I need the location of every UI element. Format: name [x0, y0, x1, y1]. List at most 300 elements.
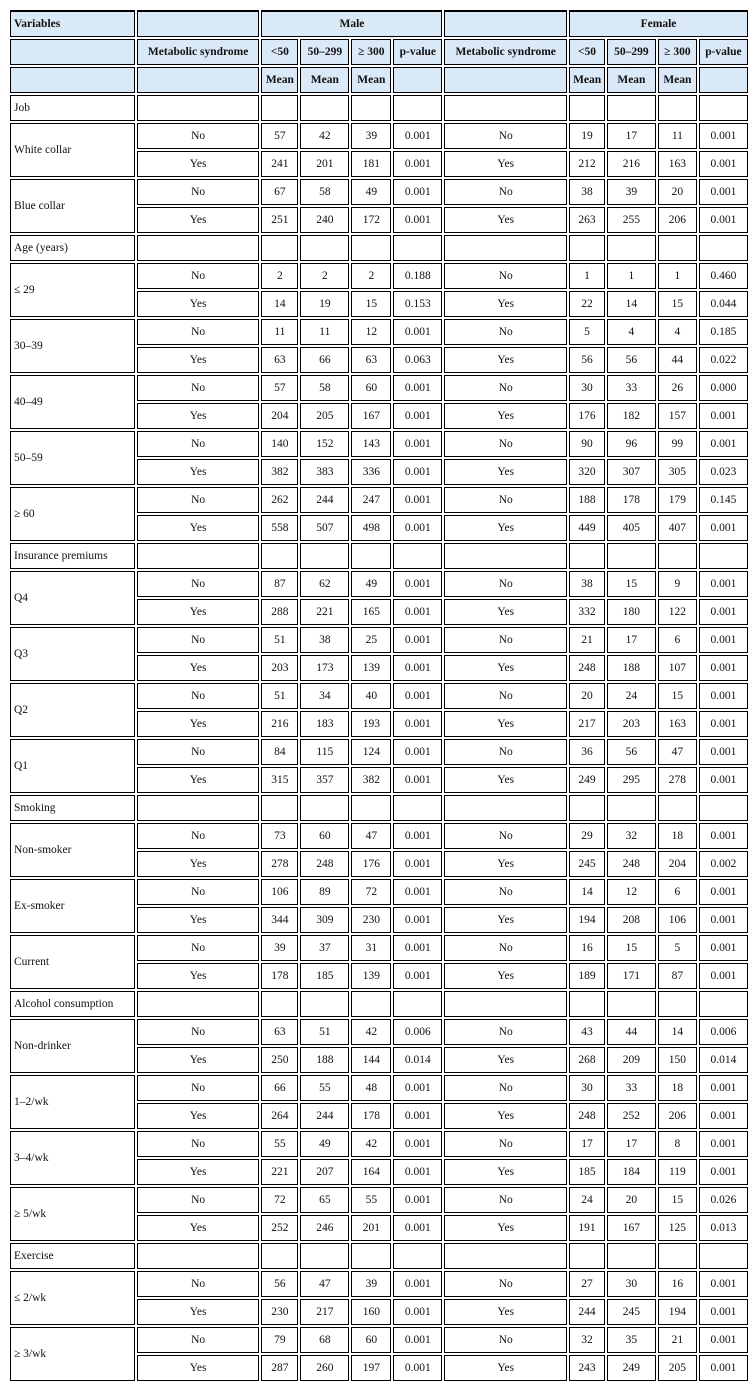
- male-pvalue-cell: 0.001: [393, 1215, 442, 1241]
- male-50-299-cell: 246: [300, 1215, 349, 1241]
- female-lt50-cell: 189: [569, 963, 605, 989]
- male-50-299-cell: 260: [300, 1355, 349, 1381]
- female-lt50-cell: 21: [569, 627, 605, 653]
- male-metabolic-cell: No: [137, 179, 260, 205]
- female-metabolic-cell: Yes: [444, 963, 567, 989]
- male-lt50-cell: 63: [261, 347, 298, 373]
- female-pvalue-cell: 0.014: [699, 1047, 748, 1073]
- female-50-299-cell: 15: [607, 571, 656, 597]
- male-lt50-cell: 79: [261, 1327, 298, 1353]
- subgroup-label: 30–39: [10, 319, 135, 373]
- female-lt50-cell: 249: [569, 767, 605, 793]
- male-50-299-cell: 248: [300, 851, 349, 877]
- female-ge300-cell: 21: [658, 1327, 697, 1353]
- male-lt50-cell: 14: [261, 291, 298, 317]
- female-pvalue-cell: 0.001: [699, 1103, 748, 1129]
- female-50-299-cell: 15: [607, 935, 656, 961]
- male-ge300-cell: 164: [351, 1159, 391, 1185]
- male-lt50-cell: 66: [261, 1075, 298, 1101]
- male-lt50-cell: 63: [261, 1019, 298, 1045]
- male-50-299-cell: 185: [300, 963, 349, 989]
- female-lt50-cell: 191: [569, 1215, 605, 1241]
- subgroup-label: Current: [10, 935, 135, 989]
- header-mean: Mean: [351, 67, 391, 93]
- female-metabolic-cell: Yes: [444, 207, 567, 233]
- female-ge300-cell: 11: [658, 123, 697, 149]
- female-metabolic-cell: Yes: [444, 655, 567, 681]
- male-metabolic-cell: Yes: [137, 1159, 260, 1185]
- female-pvalue-cell: 0.001: [699, 207, 748, 233]
- male-pvalue-cell: 0.063: [393, 347, 442, 373]
- male-pvalue-cell: 0.001: [393, 431, 442, 457]
- male-ge300-cell: 336: [351, 459, 391, 485]
- table-row: [10, 683, 748, 709]
- male-ge300-cell: 382: [351, 767, 391, 793]
- subgroup-label: Q2: [10, 683, 135, 737]
- male-lt50-cell: 106: [261, 879, 298, 905]
- male-lt50-cell: 315: [261, 767, 298, 793]
- female-lt50-cell: 248: [569, 655, 605, 681]
- female-metabolic-cell: No: [444, 1187, 567, 1213]
- male-ge300-cell: 39: [351, 1271, 391, 1297]
- male-pvalue-cell: 0.001: [393, 571, 442, 597]
- category-label: Smoking: [10, 795, 135, 821]
- female-pvalue-cell: 0.001: [699, 123, 748, 149]
- table-row: [10, 123, 748, 149]
- male-ge300-cell: 12: [351, 319, 391, 345]
- male-pvalue-cell: 0.001: [393, 907, 442, 933]
- table-row: [10, 263, 748, 289]
- male-lt50-cell: 204: [261, 403, 298, 429]
- male-pvalue-cell: 0.001: [393, 1131, 442, 1157]
- male-metabolic-cell: No: [137, 627, 260, 653]
- table-row: [10, 319, 748, 345]
- male-pvalue-cell: 0.001: [393, 459, 442, 485]
- male-metabolic-cell: Yes: [137, 1103, 260, 1129]
- male-metabolic-cell: No: [137, 1187, 260, 1213]
- male-ge300-cell: 165: [351, 599, 391, 625]
- subgroup-label: ≥ 3/wk: [10, 1327, 135, 1381]
- male-pvalue-cell: 0.001: [393, 767, 442, 793]
- male-ge300-cell: 47: [351, 823, 391, 849]
- female-pvalue-cell: 0.001: [699, 1271, 748, 1297]
- female-lt50-cell: 90: [569, 431, 605, 457]
- female-ge300-cell: 18: [658, 1075, 697, 1101]
- male-ge300-cell: 55: [351, 1187, 391, 1213]
- male-ge300-cell: 167: [351, 403, 391, 429]
- male-metabolic-cell: Yes: [137, 711, 260, 737]
- subgroup-label: Q4: [10, 571, 135, 625]
- female-50-299-cell: 171: [607, 963, 656, 989]
- header-mean: Mean: [300, 67, 349, 93]
- male-metabolic-cell: Yes: [137, 767, 260, 793]
- male-metabolic-cell: Yes: [137, 1299, 260, 1325]
- table-row: [10, 487, 748, 513]
- male-lt50-cell: 344: [261, 907, 298, 933]
- female-ge300-cell: 4: [658, 319, 697, 345]
- male-50-299-cell: 2: [300, 263, 349, 289]
- male-pvalue-cell: 0.001: [393, 1327, 442, 1353]
- male-lt50-cell: 278: [261, 851, 298, 877]
- female-metabolic-cell: Yes: [444, 1299, 567, 1325]
- male-pvalue-cell: 0.001: [393, 879, 442, 905]
- category-row: [10, 991, 748, 1017]
- female-metabolic-cell: Yes: [444, 347, 567, 373]
- female-50-299-cell: 167: [607, 1215, 656, 1241]
- male-metabolic-cell: Yes: [137, 515, 260, 541]
- female-pvalue-cell: 0.006: [699, 1019, 748, 1045]
- female-lt50-cell: 263: [569, 207, 605, 233]
- male-metabolic-cell: Yes: [137, 459, 260, 485]
- female-ge300-cell: 16: [658, 1271, 697, 1297]
- female-pvalue-cell: 0.001: [699, 1075, 748, 1101]
- male-50-299-cell: 507: [300, 515, 349, 541]
- male-50-299-cell: 244: [300, 1103, 349, 1129]
- table-row: [10, 627, 748, 653]
- female-lt50-cell: 248: [569, 1103, 605, 1129]
- female-lt50-cell: 212: [569, 151, 605, 177]
- female-ge300-cell: 99: [658, 431, 697, 457]
- female-lt50-cell: 56: [569, 347, 605, 373]
- female-ge300-cell: 122: [658, 599, 697, 625]
- female-ge300-cell: 206: [658, 207, 697, 233]
- female-lt50-cell: 332: [569, 599, 605, 625]
- female-ge300-cell: 179: [658, 487, 697, 513]
- female-lt50-cell: 244: [569, 1299, 605, 1325]
- subgroup-label: ≤ 29: [10, 263, 135, 317]
- male-lt50-cell: 288: [261, 599, 298, 625]
- male-metabolic-cell: Yes: [137, 291, 260, 317]
- category-label: Job: [10, 95, 135, 121]
- table-row: [10, 935, 748, 961]
- subgroup-label: Q1: [10, 739, 135, 793]
- female-metabolic-cell: No: [444, 879, 567, 905]
- male-ge300-cell: 60: [351, 1327, 391, 1353]
- male-ge300-cell: 49: [351, 571, 391, 597]
- female-50-299-cell: 188: [607, 655, 656, 681]
- female-50-299-cell: 180: [607, 599, 656, 625]
- male-50-299-cell: 11: [300, 319, 349, 345]
- female-50-299-cell: 96: [607, 431, 656, 457]
- male-ge300-cell: 139: [351, 655, 391, 681]
- table-row: [10, 823, 748, 849]
- male-pvalue-cell: 0.001: [393, 627, 442, 653]
- female-pvalue-cell: 0.001: [699, 879, 748, 905]
- male-lt50-cell: 56: [261, 1271, 298, 1297]
- male-pvalue-cell: 0.006: [393, 1019, 442, 1045]
- subgroup-label: ≤ 2/wk: [10, 1271, 135, 1325]
- subgroup-label: ≥ 60: [10, 487, 135, 541]
- male-pvalue-cell: 0.001: [393, 935, 442, 961]
- female-50-299-cell: 4: [607, 319, 656, 345]
- male-pvalue-cell: 0.188: [393, 263, 442, 289]
- male-pvalue-cell: 0.001: [393, 683, 442, 709]
- category-row: [10, 543, 748, 569]
- male-lt50-cell: 57: [261, 375, 298, 401]
- male-lt50-cell: 251: [261, 207, 298, 233]
- female-lt50-cell: 30: [569, 375, 605, 401]
- male-lt50-cell: 51: [261, 683, 298, 709]
- table-container: [8, 8, 750, 1383]
- male-pvalue-cell: 0.001: [393, 711, 442, 737]
- female-ge300-cell: 6: [658, 627, 697, 653]
- female-metabolic-cell: No: [444, 935, 567, 961]
- female-50-299-cell: 1: [607, 263, 656, 289]
- female-lt50-cell: 185: [569, 1159, 605, 1185]
- female-lt50-cell: 27: [569, 1271, 605, 1297]
- female-50-299-cell: 178: [607, 487, 656, 513]
- female-pvalue-cell: 0.001: [699, 1355, 748, 1381]
- female-lt50-cell: 449: [569, 515, 605, 541]
- male-lt50-cell: 221: [261, 1159, 298, 1185]
- female-ge300-cell: 125: [658, 1215, 697, 1241]
- male-50-299-cell: 58: [300, 375, 349, 401]
- male-50-299-cell: 19: [300, 291, 349, 317]
- header-mean: Mean: [261, 67, 298, 93]
- male-lt50-cell: 51: [261, 627, 298, 653]
- female-50-299-cell: 245: [607, 1299, 656, 1325]
- male-pvalue-cell: 0.001: [393, 319, 442, 345]
- header-male: Male: [261, 10, 442, 37]
- female-pvalue-cell: 0.001: [699, 1131, 748, 1157]
- category-label: Age (years): [10, 235, 135, 261]
- female-pvalue-cell: 0.001: [699, 179, 748, 205]
- female-ge300-cell: 407: [658, 515, 697, 541]
- female-lt50-cell: 32: [569, 1327, 605, 1353]
- category-label: Alcohol consumption: [10, 991, 135, 1017]
- male-ge300-cell: 197: [351, 1355, 391, 1381]
- male-lt50-cell: 216: [261, 711, 298, 737]
- male-ge300-cell: 124: [351, 739, 391, 765]
- female-lt50-cell: 30: [569, 1075, 605, 1101]
- female-ge300-cell: 206: [658, 1103, 697, 1129]
- male-50-299-cell: 89: [300, 879, 349, 905]
- subgroup-label: White collar: [10, 123, 135, 177]
- female-50-299-cell: 209: [607, 1047, 656, 1073]
- male-50-299-cell: 201: [300, 151, 349, 177]
- male-50-299-cell: 221: [300, 599, 349, 625]
- table-row: [10, 739, 748, 765]
- male-metabolic-cell: No: [137, 375, 260, 401]
- male-ge300-cell: 49: [351, 179, 391, 205]
- female-pvalue-cell: 0.044: [699, 291, 748, 317]
- male-ge300-cell: 60: [351, 375, 391, 401]
- male-50-299-cell: 309: [300, 907, 349, 933]
- male-metabolic-cell: Yes: [137, 151, 260, 177]
- female-pvalue-cell: 0.001: [699, 767, 748, 793]
- female-metabolic-cell: No: [444, 123, 567, 149]
- male-lt50-cell: 230: [261, 1299, 298, 1325]
- female-ge300-cell: 163: [658, 711, 697, 737]
- table-row: [10, 879, 748, 905]
- male-metabolic-cell: No: [137, 739, 260, 765]
- male-50-299-cell: 383: [300, 459, 349, 485]
- male-50-299-cell: 58: [300, 179, 349, 205]
- male-50-299-cell: 244: [300, 487, 349, 513]
- table-row: [10, 571, 748, 597]
- male-ge300-cell: 230: [351, 907, 391, 933]
- female-metabolic-cell: No: [444, 375, 567, 401]
- table-row: [10, 1131, 748, 1157]
- female-lt50-cell: 194: [569, 907, 605, 933]
- female-lt50-cell: 320: [569, 459, 605, 485]
- male-50-299-cell: 62: [300, 571, 349, 597]
- table-row: [10, 1075, 748, 1101]
- male-pvalue-cell: 0.001: [393, 1355, 442, 1381]
- category-row: [10, 235, 748, 261]
- male-metabolic-cell: No: [137, 1131, 260, 1157]
- female-pvalue-cell: 0.001: [699, 627, 748, 653]
- male-ge300-cell: 144: [351, 1047, 391, 1073]
- female-metabolic-cell: Yes: [444, 515, 567, 541]
- female-pvalue-cell: 0.001: [699, 151, 748, 177]
- female-50-299-cell: 17: [607, 123, 656, 149]
- female-pvalue-cell: 0.001: [699, 935, 748, 961]
- female-ge300-cell: 87: [658, 963, 697, 989]
- female-pvalue-cell: 0.001: [699, 1327, 748, 1353]
- female-50-299-cell: 248: [607, 851, 656, 877]
- female-lt50-cell: 176: [569, 403, 605, 429]
- female-50-299-cell: 249: [607, 1355, 656, 1381]
- male-metabolic-cell: Yes: [137, 403, 260, 429]
- male-50-299-cell: 38: [300, 627, 349, 653]
- male-ge300-cell: 72: [351, 879, 391, 905]
- male-pvalue-cell: 0.001: [393, 1299, 442, 1325]
- header-female: Female: [569, 10, 748, 37]
- male-pvalue-cell: 0.001: [393, 1103, 442, 1129]
- table-row: [10, 179, 748, 205]
- male-metabolic-cell: No: [137, 1327, 260, 1353]
- female-lt50-cell: 36: [569, 739, 605, 765]
- subgroup-label: 50–59: [10, 431, 135, 485]
- male-metabolic-cell: No: [137, 879, 260, 905]
- female-50-299-cell: 14: [607, 291, 656, 317]
- female-pvalue-cell: 0.001: [699, 1159, 748, 1185]
- male-metabolic-cell: Yes: [137, 207, 260, 233]
- header-row-groups: [10, 10, 748, 37]
- table-row: [10, 1327, 748, 1353]
- female-metabolic-cell: No: [444, 431, 567, 457]
- category-label: Insurance premiums: [10, 543, 135, 569]
- male-lt50-cell: 67: [261, 179, 298, 205]
- header-female-50-299: 50–299: [607, 39, 656, 65]
- male-lt50-cell: 72: [261, 1187, 298, 1213]
- male-metabolic-cell: No: [137, 431, 260, 457]
- male-pvalue-cell: 0.001: [393, 375, 442, 401]
- female-ge300-cell: 47: [658, 739, 697, 765]
- male-ge300-cell: 25: [351, 627, 391, 653]
- female-50-299-cell: 255: [607, 207, 656, 233]
- female-ge300-cell: 107: [658, 655, 697, 681]
- male-metabolic-cell: Yes: [137, 851, 260, 877]
- male-lt50-cell: 84: [261, 739, 298, 765]
- female-50-299-cell: 12: [607, 879, 656, 905]
- male-ge300-cell: 42: [351, 1019, 391, 1045]
- male-ge300-cell: 143: [351, 431, 391, 457]
- female-50-299-cell: 405: [607, 515, 656, 541]
- female-pvalue-cell: 0.001: [699, 823, 748, 849]
- female-pvalue-cell: 0.185: [699, 319, 748, 345]
- subgroup-label: 1–2/wk: [10, 1075, 135, 1129]
- male-50-299-cell: 240: [300, 207, 349, 233]
- female-50-299-cell: 17: [607, 1131, 656, 1157]
- data-table: [8, 8, 750, 1383]
- female-ge300-cell: 278: [658, 767, 697, 793]
- male-lt50-cell: 11: [261, 319, 298, 345]
- male-pvalue-cell: 0.001: [393, 823, 442, 849]
- female-50-299-cell: 24: [607, 683, 656, 709]
- male-50-299-cell: 42: [300, 123, 349, 149]
- female-50-299-cell: 33: [607, 1075, 656, 1101]
- female-pvalue-cell: 0.022: [699, 347, 748, 373]
- male-ge300-cell: 42: [351, 1131, 391, 1157]
- male-50-299-cell: 173: [300, 655, 349, 681]
- male-ge300-cell: 178: [351, 1103, 391, 1129]
- header-variables: Variables: [10, 10, 135, 37]
- male-50-299-cell: 68: [300, 1327, 349, 1353]
- male-pvalue-cell: 0.001: [393, 1187, 442, 1213]
- female-ge300-cell: 14: [658, 1019, 697, 1045]
- male-metabolic-cell: No: [137, 319, 260, 345]
- male-pvalue-cell: 0.001: [393, 851, 442, 877]
- male-metabolic-cell: No: [137, 487, 260, 513]
- male-pvalue-cell: 0.001: [393, 403, 442, 429]
- male-50-299-cell: 37: [300, 935, 349, 961]
- female-50-299-cell: 252: [607, 1103, 656, 1129]
- male-metabolic-cell: No: [137, 123, 260, 149]
- female-pvalue-cell: 0.001: [699, 963, 748, 989]
- female-lt50-cell: 5: [569, 319, 605, 345]
- female-metabolic-cell: Yes: [444, 1215, 567, 1241]
- category-row: [10, 795, 748, 821]
- female-lt50-cell: 1: [569, 263, 605, 289]
- female-metabolic-cell: No: [444, 739, 567, 765]
- male-lt50-cell: 55: [261, 1131, 298, 1157]
- female-metabolic-cell: No: [444, 487, 567, 513]
- male-50-299-cell: 205: [300, 403, 349, 429]
- male-50-299-cell: 55: [300, 1075, 349, 1101]
- male-pvalue-cell: 0.001: [393, 655, 442, 681]
- male-metabolic-cell: Yes: [137, 347, 260, 373]
- header-male-pvalue: p-value: [393, 39, 442, 65]
- female-lt50-cell: 17: [569, 1131, 605, 1157]
- male-metabolic-cell: No: [137, 823, 260, 849]
- female-50-299-cell: 30: [607, 1271, 656, 1297]
- female-metabolic-cell: No: [444, 1271, 567, 1297]
- female-ge300-cell: 9: [658, 571, 697, 597]
- female-ge300-cell: 5: [658, 935, 697, 961]
- female-pvalue-cell: 0.001: [699, 739, 748, 765]
- female-ge300-cell: 163: [658, 151, 697, 177]
- category-row: [10, 95, 748, 121]
- female-lt50-cell: 245: [569, 851, 605, 877]
- male-metabolic-cell: No: [137, 263, 260, 289]
- male-50-299-cell: 183: [300, 711, 349, 737]
- male-pvalue-cell: 0.001: [393, 963, 442, 989]
- male-50-299-cell: 357: [300, 767, 349, 793]
- male-metabolic-cell: Yes: [137, 655, 260, 681]
- header-mean: Mean: [569, 67, 605, 93]
- male-pvalue-cell: 0.153: [393, 291, 442, 317]
- male-50-299-cell: 49: [300, 1131, 349, 1157]
- female-pvalue-cell: 0.002: [699, 851, 748, 877]
- male-pvalue-cell: 0.001: [393, 207, 442, 233]
- female-lt50-cell: 243: [569, 1355, 605, 1381]
- male-ge300-cell: 193: [351, 711, 391, 737]
- female-pvalue-cell: 0.460: [699, 263, 748, 289]
- male-50-299-cell: 51: [300, 1019, 349, 1045]
- female-pvalue-cell: 0.001: [699, 431, 748, 457]
